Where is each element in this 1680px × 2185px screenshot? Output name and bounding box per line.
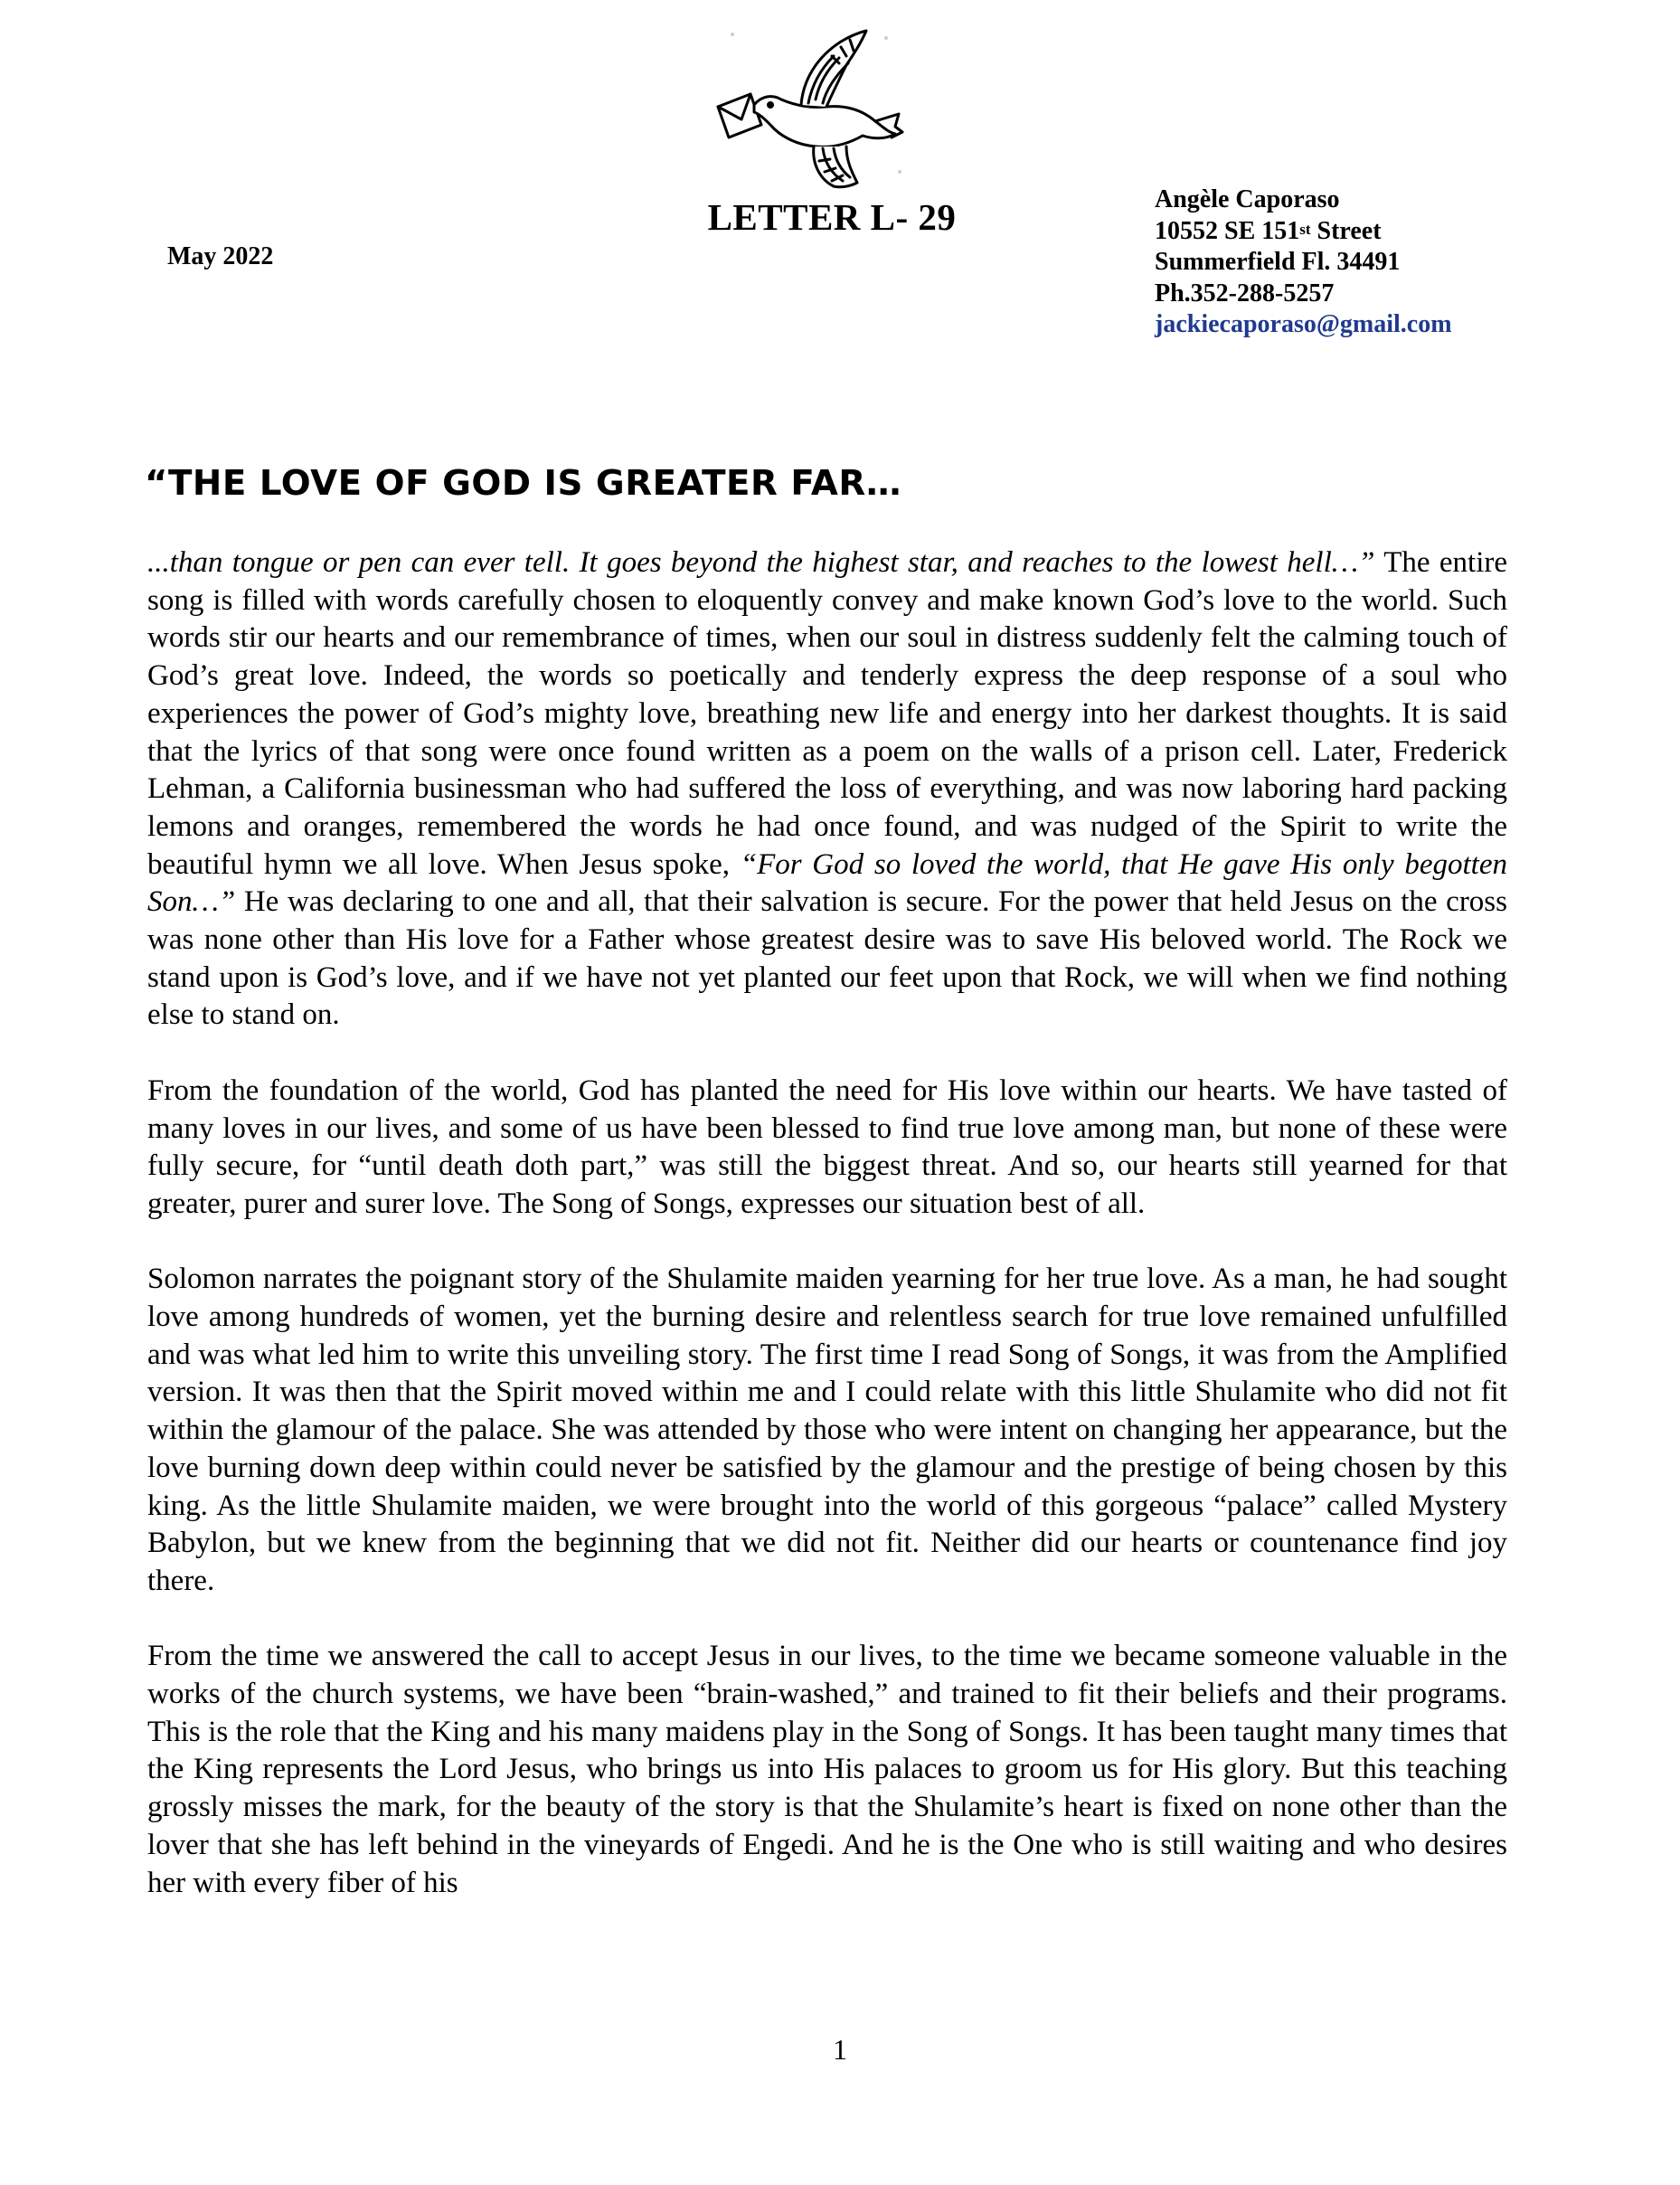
sender-phone: Ph.352-288-5257 [1155,279,1335,307]
paragraph-1-text-a: The entire song is filled with words carefully chosen to eloquently convey and make known God’s love to the world. Such words stir our hearts and our remembrance of times, when our soul in distress suddenly felt the calming touch of God’s great love. Indeed, the words so poetically and tenderly express the deep response of a soul who experiences the power of God’s mighty love, breathing new life and energy into her darkest thoughts. It is said that the lyrics of that song were once found written as a poem on the walls of a prison cell. Later, Frederick Lehman, a California businessman who had suffered the loss of everything, and was now laboring hard packing lemons and oranges, remembered the words he had once found, and was nudged of the Spirit to write the beautiful hymn we all love. When Jesus spoke, [147,546,1507,881]
john-3-16-quote: “For God so loved the world, that He gave His only begotten Son…” [147,847,1507,919]
paragraph-1-text-b: He was declaring to one and all, that their salvation is secure. For the power that held Jesus on the cross was none other than His love for a Father whose greatest desire was to save His beloved world. The Rock we stand upon is God’s love, and if we have not yet planted our feet upon that Rock, we will when we find nothing else to stand on. [147,885,1507,1032]
letter-title: LETTER L- 29 [707,196,957,238]
paragraph-1 [147,544,1507,1035]
street-name: Street [1310,216,1382,245]
article-heading: “THE LOVE OF GOD IS GREATER FAR… [145,463,902,503]
sender-address-block [1155,184,1452,341]
letter-date: May 2022 [167,242,274,270]
sender-street [1155,216,1452,248]
page-number: 1 [833,2033,847,2066]
street-number: 10552 SE 151 [1155,216,1300,245]
sender-name: Angèle Caporaso [1155,185,1340,213]
paragraph-4: From the time we answered the call to accept Jesus in our lives, to the time we became someone valuable in the works of the church systems, we have been “brain-washed,” and trained to fit their beliefs and their programs. This is the role that the King and his many maidens play in the Song of Songs. It has been taught many times that the King represents the Lord Jesus, who brings us into His palaces to groom us for His glory. But this teaching grossly misses the mark, for the beauty of the story is that the Shulamite’s heart is fixed on none other than the lover that she has left behind in the vineyards of Engedi. And he is the One who is still waiting and who desires her with every fiber of his [147,1640,1507,1899]
street-ordinal-suffix: st [1299,220,1311,238]
paragraph-2: From the foundation of the world, God has planted the need for His love within our hearts. We have tasted of many loves in our lives, and some of us have been blessed to find true love among man, but none of these were fully secure, for “until death doth part,” was still the biggest threat. And so, our hearts still yearned for that greater, purer and surer love. The Song of Songs, expresses our situation best of all. [147,1074,1507,1220]
sender-email-link[interactable]: jackiecaporaso@gmail.com [1155,310,1452,338]
opening-hymn-quote: ...than tongue or pen can ever tell. It goes beyond the highest star, and reaches to the lowest hell…” [147,546,1375,579]
paragraph-3: Solomon narrates the poignant story of the Shulamite maiden yearning for her true love. As a man, he had sought love among hundreds of women, yet the burning desire and relentless search for true love remained unfulfilled and was what led him to write this unveiling story. The first time I read Song of Songs, it was from the Amplified version. It was then that the Spirit moved within me and I could relate with this little Shulamite who did not fit within the glamour of the palace. She was attended by those who were intent on changing her appearance, but the love burning down deep within could never be satisfied by the glamour and the prestige of being chosen by this king. As the little Shulamite maiden, we were brought into the world of this gorgeous “palace” called Mystery Babylon, but we knew from the beginning that we did not fit. Neither did our hearts or countenance find joy there. [147,1263,1507,1597]
letter-body [147,544,1507,1902]
dove-letter-logo-icon [714,27,904,190]
sender-city: Summerfield Fl. 34491 [1155,248,1401,276]
